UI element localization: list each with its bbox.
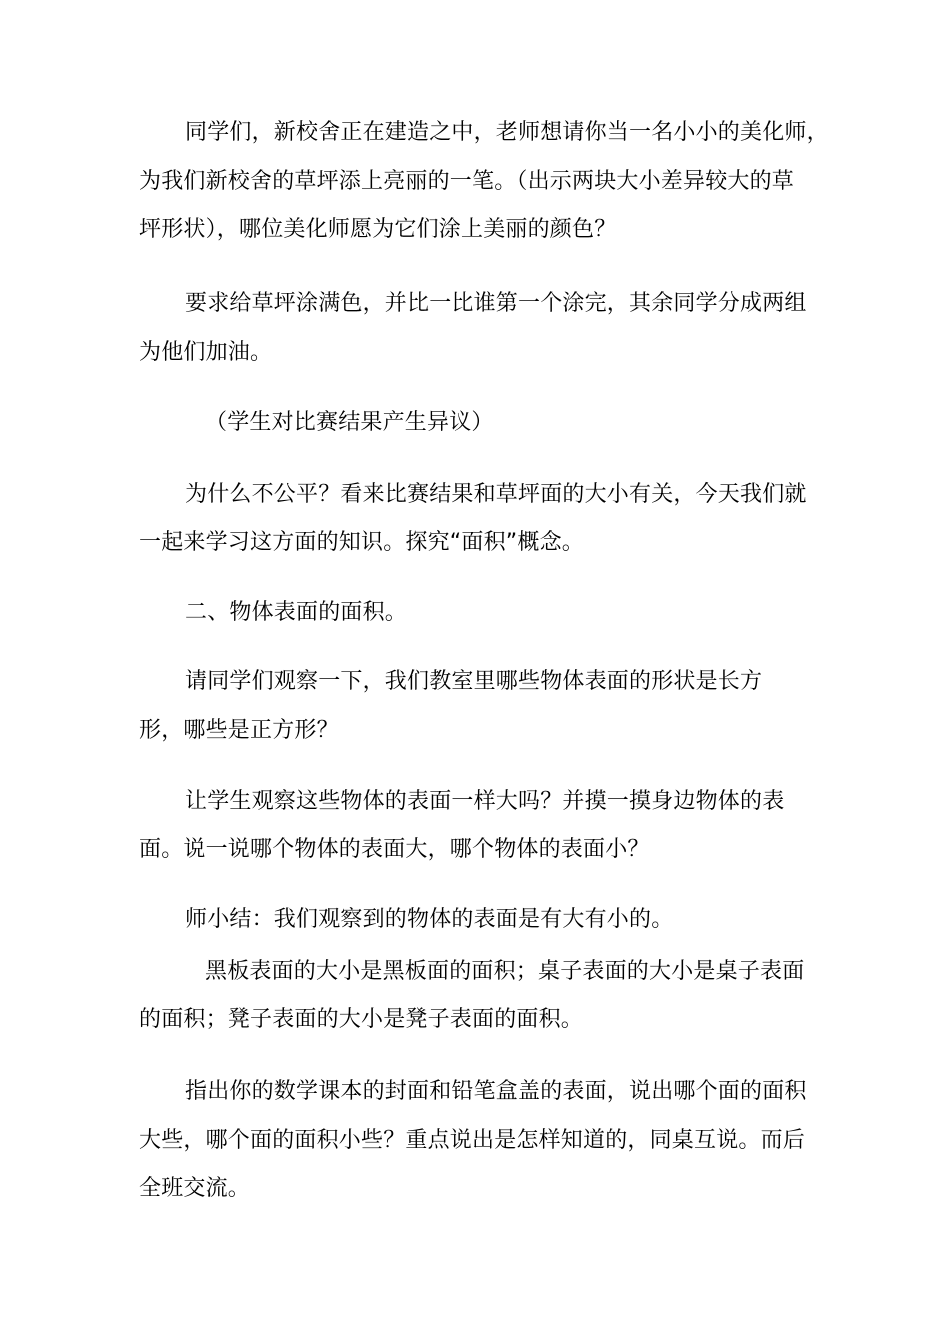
text-line: 同学们，新校舍正在建造之中，老师想请你当一名小小的美化师， — [185, 120, 829, 145]
text-line: 让学生观察这些物体的表面一样大吗？并摸一摸身边物体的表 — [185, 789, 785, 814]
text-line: 大些，哪个面的面积小些？重点说出是怎样知道的，同桌互说。而后 — [139, 1128, 806, 1153]
text-line: 要求给草坪涂满色，并比一比谁第一个涂完，其余同学分成两组 — [185, 291, 807, 316]
text-line: 一起来学习这方面的知识。探究“面积”概念。 — [139, 530, 584, 555]
text-line: 指出你的数学课本的封面和铅笔盒盖的表面，说出哪个面的面积 — [185, 1079, 807, 1104]
text-line: 师小结：我们观察到的物体的表面是有大有小的。 — [185, 907, 674, 932]
text-line: 为我们新校舍的草坪添上亮丽的一笔。（出示两块大小差异较大的草 — [139, 169, 795, 194]
text-line: 全班交流。 — [139, 1176, 251, 1201]
text-line: 形，哪些是正方形？ — [139, 718, 339, 743]
text-line: 黑板表面的大小是黑板面的面积；桌子表面的大小是桌子表面 — [205, 959, 805, 984]
text-line: （学生对比赛结果产生异议） — [205, 410, 494, 435]
text-line: 的面积；凳子表面的大小是凳子表面的面积。 — [139, 1007, 584, 1032]
section-heading-text: 二、物体表面的面积。 — [185, 600, 408, 625]
text-line: 请同学们观察一下，我们教室里哪些物体表面的形状是长方 — [185, 669, 763, 694]
text-line: 为他们加油。 — [139, 340, 273, 365]
text-line: 坪形状），哪位美化师愿为它们涂上美丽的颜色？ — [139, 217, 617, 242]
text-line: 为什么不公平？看来比赛结果和草坪面的大小有关，今天我们就 — [185, 482, 807, 507]
text-line: 面。说一说哪个物体的表面大，哪个物体的表面小？ — [139, 837, 650, 862]
